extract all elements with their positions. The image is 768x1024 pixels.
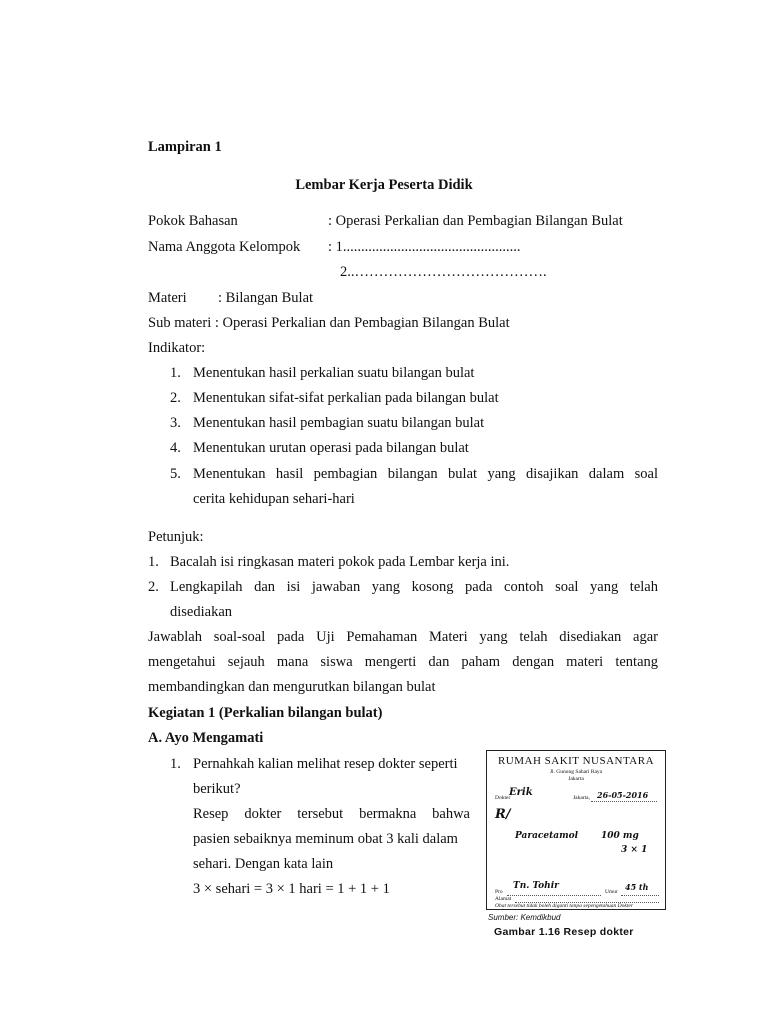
umur-label: Umur (605, 889, 618, 895)
materi-value: : Bilangan Bulat (218, 290, 314, 306)
alamat-label: Alamat (495, 896, 512, 902)
medicine-name: Paracetamol (515, 831, 579, 841)
indikator-num-5: 5. (170, 466, 181, 482)
date-value: 26-05-2016 (597, 790, 649, 800)
petunjuk-text-2-cont: disediakan (170, 604, 233, 620)
petunjuk-paragraph-line-3: membandingkan dan mengurutkan bilangan bulat (148, 679, 436, 695)
indikator-num-4: 4. (170, 440, 181, 456)
indikator-text-5: Menentukan hasil pembagian bilangan bulat yang disajikan dalam soal (193, 466, 658, 482)
patient-label: Pro (495, 889, 503, 895)
materi-label: Materi (148, 290, 187, 306)
lampiran-label: Lampiran 1 (148, 139, 222, 155)
indikator-num-3: 3. (170, 415, 181, 431)
pokok-bahasan-value: : Operasi Perkalian dan Pembagian Bilangan Bulat (328, 213, 623, 229)
question-line-2: berikut? (193, 781, 241, 797)
petunjuk-num-1: 1. (148, 554, 159, 570)
indikator-num-2: 2. (170, 390, 181, 406)
petunjuk-num-2: 2. (148, 579, 159, 595)
date-line (591, 801, 657, 802)
question-line-5: sehari. Dengan kata lain (193, 856, 334, 872)
figure-source: Sumber: Kemdikbud (488, 913, 561, 922)
dokter-name: Erik (509, 787, 533, 798)
indikator-text-5-cont: cerita kehidupan sehari-hari (193, 491, 355, 507)
patient-line (507, 895, 601, 896)
hospital-name: RUMAH SAKIT NUSANTARA (497, 755, 655, 767)
petunjuk-paragraph-line-2: mengetahui sejauh mana siswa mengerti dan paham dengan materi tentang (148, 654, 658, 670)
pokok-bahasan-label: Pokok Bahasan (148, 213, 238, 229)
page-title: Lembar Kerja Peserta Didik (295, 177, 473, 193)
prescription-warning: Obat tersebut tidak boleh diganti tanpa sepengetahuan Dokter (495, 903, 633, 909)
hospital-address-1: Jl. Gunung Sahari Raya (549, 769, 603, 775)
medicine-dose: 100 mg (601, 831, 639, 841)
petunjuk-text-2: Lengkapilah dan isi jawaban yang kosong pada contoh soal yang telah (170, 579, 658, 595)
umur-value: 45 th (625, 882, 649, 892)
umur-line (621, 895, 659, 896)
question-line-1: Pernahkah kalian melihat resep dokter seperti (193, 756, 458, 772)
question-line-3: Resep dokter tersebut bermakna bahwa (193, 806, 470, 822)
petunjuk-paragraph-line-1: Jawablah soal-soal pada Uji Pemahaman Materi yang telah disediakan agar (148, 629, 658, 645)
patient-name: Tn. Tohir (513, 881, 559, 891)
indikator-num-1: 1. (170, 365, 181, 381)
petunjuk-text-1: Bacalah isi ringkasan materi pokok pada Lembar kerja ini. (170, 554, 510, 570)
nama-anggota-2: 2..…………………………………. (340, 264, 547, 280)
section-ayo-mengamati: A. Ayo Mengamati (148, 730, 264, 746)
hospital-address-2: Jakarta (568, 776, 584, 782)
dokter-label: Dokter (495, 795, 511, 801)
indikator-text-2: Menentukan sifat-sifat perkalian pada bilangan bulat (193, 390, 499, 406)
nama-anggota-1: : 1................................................. (328, 239, 521, 255)
sub-materi: Sub materi : Operasi Perkalian dan Pembagian Bilangan Bulat (148, 315, 510, 331)
indikator-text-4: Menentukan urutan operasi pada bilangan bulat (193, 440, 469, 456)
question-line-6: 3 × sehari = 3 × 1 hari = 1 + 1 + 1 (193, 881, 390, 897)
kegiatan-title: Kegiatan 1 (Perkalian bilangan bulat) (148, 705, 383, 721)
kota-label: Jakarta, (573, 795, 590, 801)
nama-anggota-label: Nama Anggota Kelompok (148, 239, 301, 255)
petunjuk-label: Petunjuk: (148, 529, 204, 545)
figure-caption: Gambar 1.16 Resep dokter (494, 926, 634, 938)
indikator-label: Indikator: (148, 340, 206, 356)
indikator-text-1: Menentukan hasil perkalian suatu bilangan bulat (193, 365, 475, 381)
rx-symbol: R/ (495, 807, 511, 822)
prescription-figure (486, 750, 666, 910)
question-num: 1. (170, 756, 181, 772)
medicine-frequency: 3 × 1 (621, 845, 648, 855)
indikator-text-3: Menentukan hasil pembagian suatu bilangan bulat (193, 415, 485, 431)
question-line-4: pasien sebaiknya meminum obat 3 kali dalam (193, 831, 458, 847)
